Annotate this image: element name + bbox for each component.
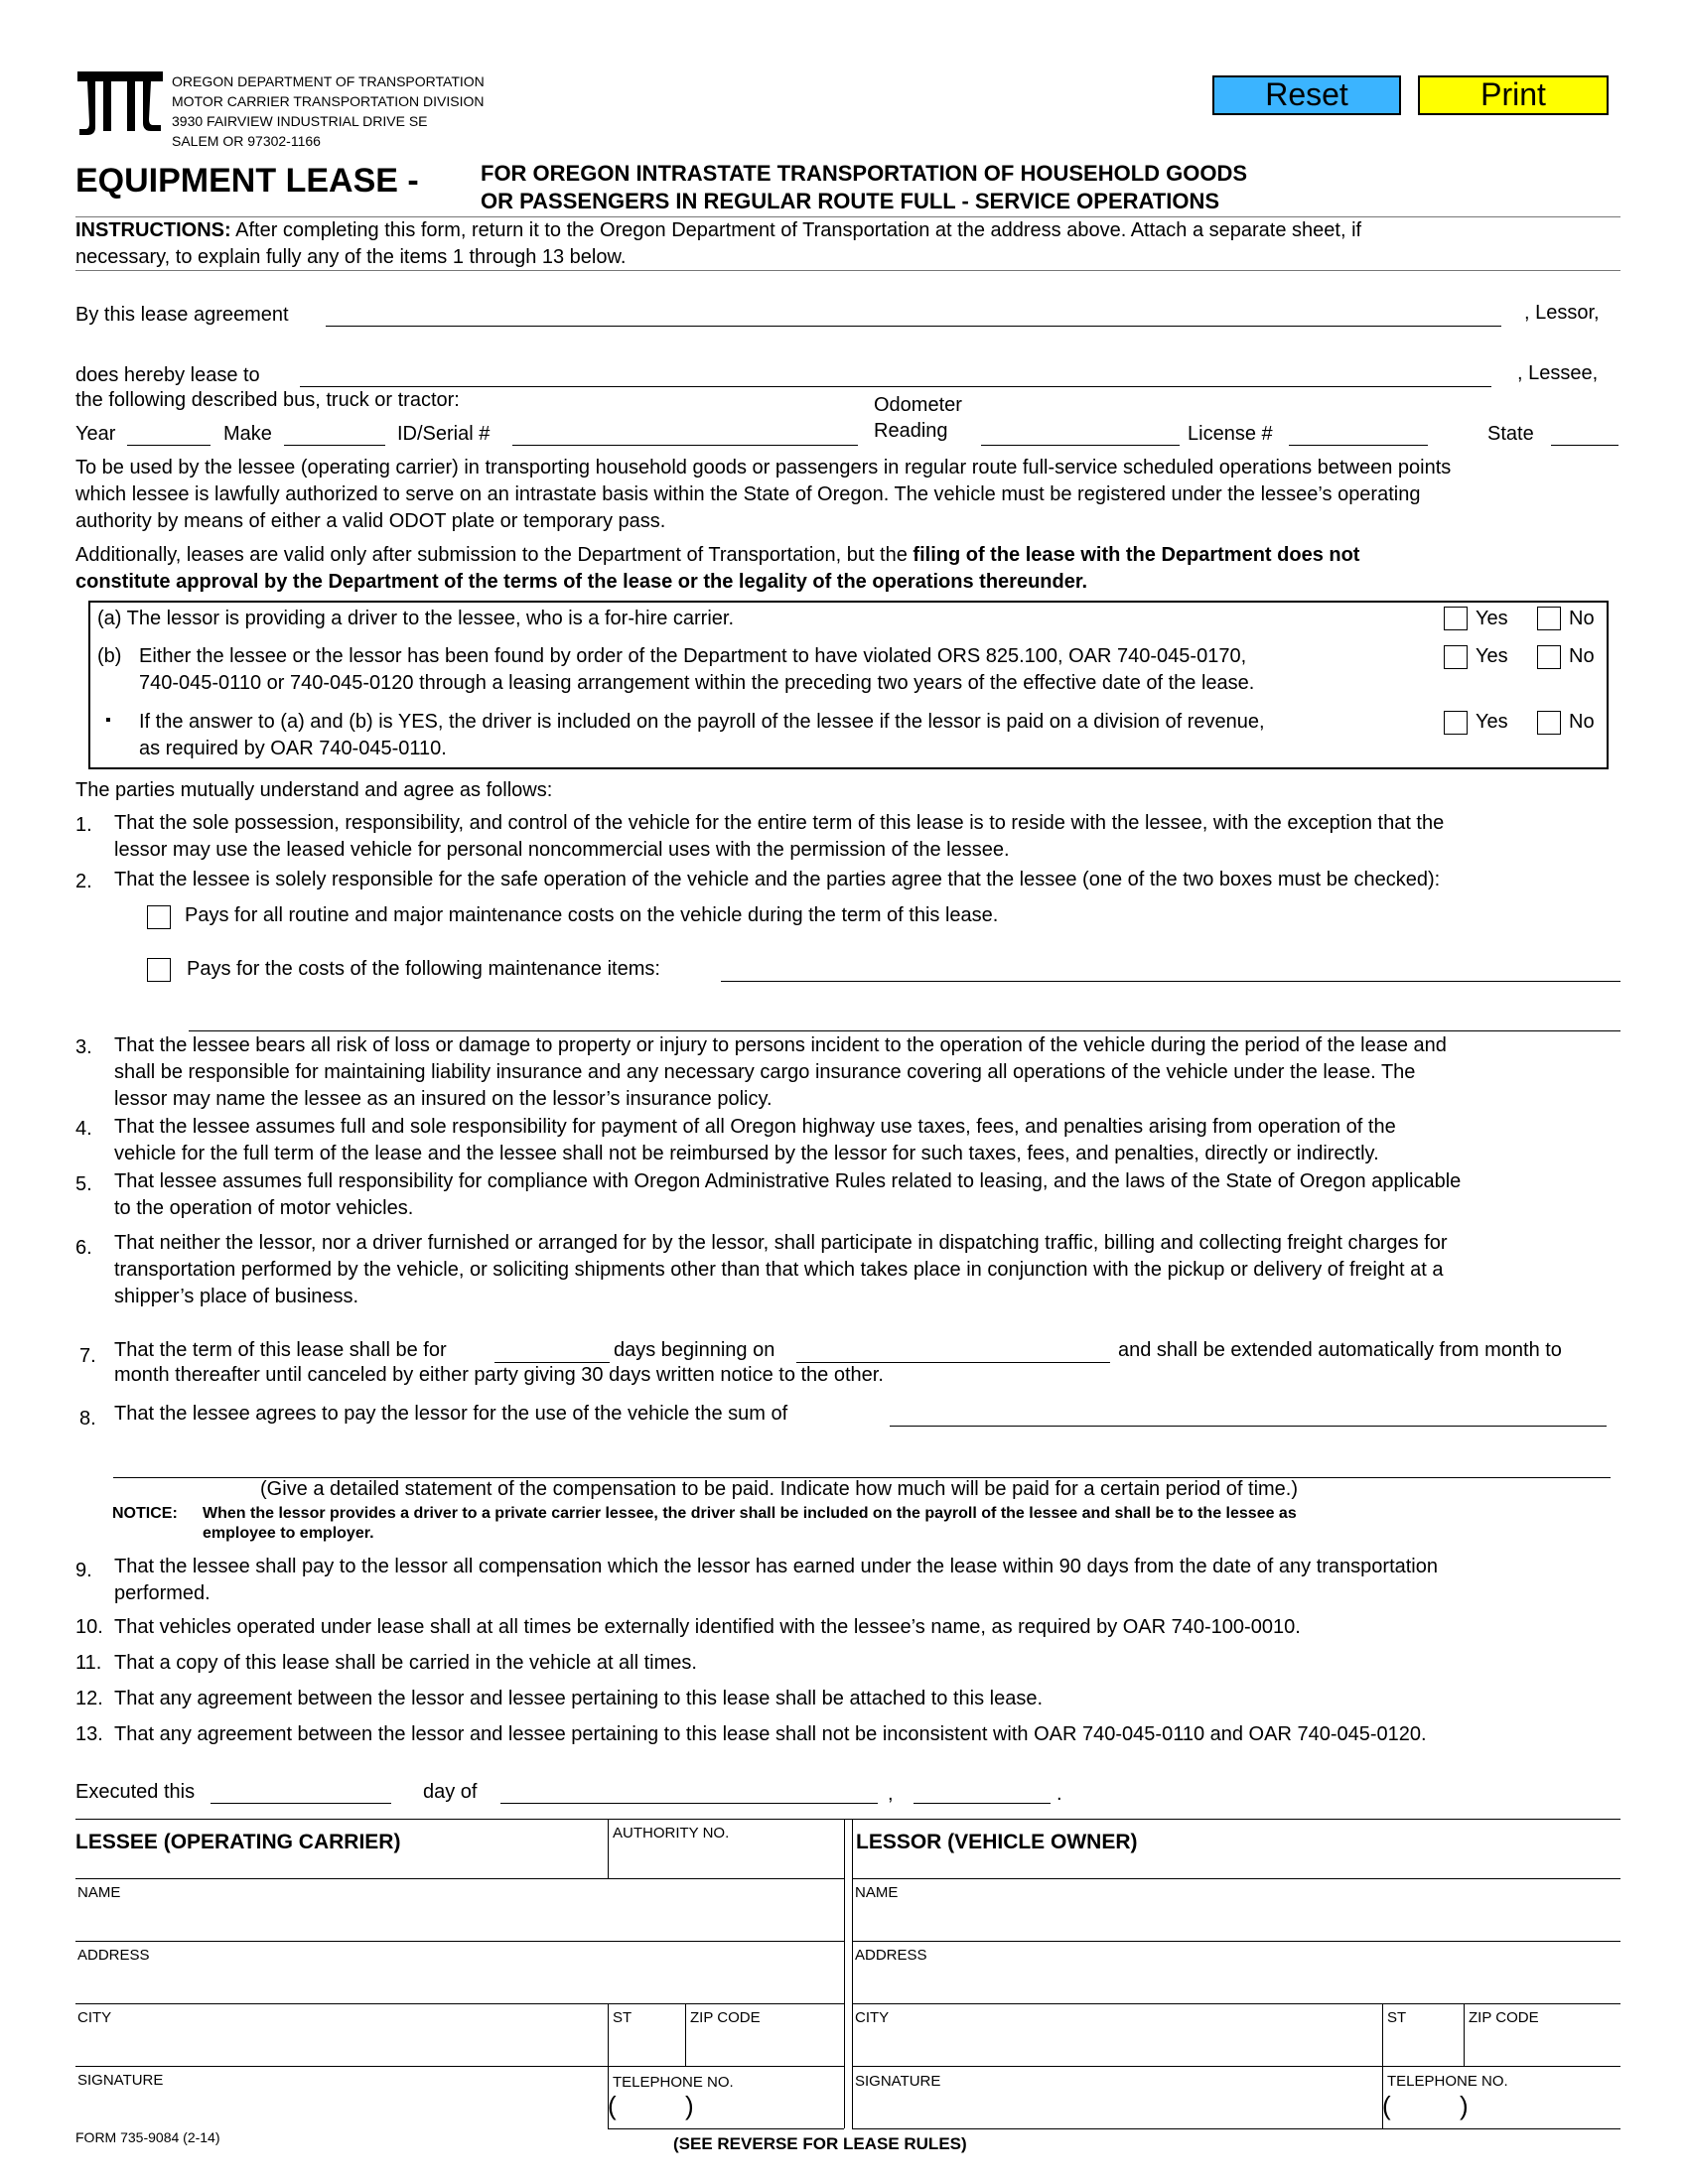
by-this-lease-label: By this lease agreement: [75, 304, 289, 326]
item-4-line-2: vehicle for the full term of the lease and the lessee shall not be reimbursed by the lessor for such taxes, fees, and penalties, directly or indirectly.: [114, 1143, 1379, 1164]
lessee-address-label: ADDRESS: [77, 1947, 150, 1964]
lessee-name-line: [300, 386, 1491, 387]
signature-block-divider: [852, 1819, 853, 2128]
authority-label: AUTHORITY NO.: [613, 1825, 730, 1842]
use-line-2: which lessee is lawfully authorized to serve on an intrastate basis within the State of Oregon. The vehicle must be registered under the lessee’s operating: [75, 483, 1421, 505]
item-number: 4.: [75, 1118, 92, 1140]
item-number: 3.: [75, 1036, 92, 1058]
lessee-st-label: ST: [613, 2009, 633, 2026]
lessee-paren-open: (: [608, 2091, 617, 2120]
lessee-city-label: CITY: [77, 2009, 112, 2026]
lessor-zip-field[interactable]: [1470, 2031, 1618, 2063]
compensation-note: (Give a detailed statement of the compensation to be paid. Indicate how much will be paid for a certain period of time.): [260, 1478, 1299, 1500]
lessee-st-field[interactable]: [614, 2031, 685, 2063]
maintenance-items-line-2: [189, 1030, 1620, 1031]
odometer-line: [981, 445, 1180, 446]
signature-block-bottom: [852, 2128, 1620, 2129]
year-label: Year: [75, 423, 116, 445]
item-number: 12.: [75, 1688, 103, 1709]
lessee-signature-label: SIGNATURE: [77, 2072, 164, 2089]
id-serial-label: ID/Serial #: [397, 423, 491, 445]
no-label: No: [1569, 645, 1595, 667]
lessee-suffix-label: , Lessee,: [1517, 362, 1599, 384]
print-button[interactable]: Print: [1418, 75, 1609, 115]
lessor-city-label: CITY: [855, 2009, 890, 2026]
item-5-line-2: to the operation of motor vehicles.: [114, 1197, 414, 1219]
no-label: No: [1569, 711, 1595, 733]
lessor-name-line: [326, 326, 1501, 327]
see-reverse-note: (SEE REVERSE FOR LEASE RULES): [673, 2134, 967, 2153]
no-label: No: [1569, 608, 1595, 629]
maintenance-all-checkbox[interactable]: [147, 905, 171, 929]
yes-label: Yes: [1476, 608, 1508, 629]
state-line: [1551, 445, 1618, 446]
item-2: That the lessee is solely responsible for the safe operation of the vehicle and the parties agree that the lessee (one of the two boxes must be checked):: [114, 869, 1441, 890]
title-subtitle-2: OR PASSENGERS IN REGULAR ROUTE FULL - SERVICE OPERATIONS: [481, 189, 1220, 213]
valid-paragraph: [75, 542, 1634, 596]
executed-comma: ,: [888, 1783, 894, 1805]
question-b-no-checkbox[interactable]: [1537, 645, 1561, 669]
row-line: [852, 2003, 1620, 2004]
valid-bold-1: filing of the lease with the Department does not: [913, 544, 1360, 566]
lessor-city-field[interactable]: [856, 2031, 1376, 2063]
divider: [75, 270, 1620, 271]
lessor-paren-close: ): [1460, 2091, 1469, 2120]
item-13: That any agreement between the lessor and lessee pertaining to this lease shall not be inconsistent with OAR 740-045-0110 and OAR 740-045-0120.: [114, 1723, 1427, 1745]
lessee-zip-field[interactable]: [691, 2031, 842, 2063]
notice-line-2: employee to employer.: [203, 1525, 374, 1542]
question-b-line-2: 740-045-0110 or 740-045-0120 through a leasing arrangement within the preceding two years of the effective date of the lease.: [139, 672, 1255, 694]
lessee-zip-label: ZIP CODE: [690, 2009, 761, 2026]
lessor-name-label: NAME: [855, 1884, 899, 1901]
day-of-label: day of: [423, 1781, 478, 1803]
question-c-yes-checkbox[interactable]: [1444, 711, 1468, 735]
state-field[interactable]: [1553, 417, 1620, 445]
item-7-part-3: and shall be extended automatically from month to: [1118, 1339, 1562, 1361]
agency-line3: 3930 FAIRVIEW INDUSTRIAL DRIVE SE: [172, 113, 428, 129]
question-c-bullet: ▪: [105, 712, 111, 729]
notice-label: NOTICE:: [112, 1505, 178, 1522]
title-subtitle-1: FOR OREGON INTRASTATE TRANSPORTATION OF HOUSEHOLD GOODS: [481, 161, 1248, 186]
item-number: 9.: [75, 1560, 92, 1581]
signature-block-top: [75, 1819, 1620, 1820]
lessee-telephone-field[interactable]: [705, 2093, 842, 2122]
lessor-telephone-field[interactable]: [1479, 2093, 1618, 2122]
item-6: [114, 1230, 1633, 1310]
lessee-name-label: NAME: [77, 1884, 121, 1901]
lessor-sig-name-field[interactable]: [856, 1906, 1618, 1938]
state-label: State: [1487, 423, 1534, 445]
agree-intro: The parties mutually understand and agree as follows:: [75, 779, 553, 801]
executed-day-line: [211, 1803, 391, 1804]
make-label: Make: [223, 423, 272, 445]
item-number: 6.: [75, 1237, 92, 1259]
item-number: 1.: [75, 814, 92, 836]
agency-line2: MOTOR CARRIER TRANSPORTATION DIVISION: [172, 93, 485, 109]
lessor-paren-open: (: [1382, 2091, 1391, 2120]
lessor-suffix-label: , Lessor,: [1524, 302, 1600, 324]
question-c-line-2: as required by OAR 740-045-0110.: [139, 738, 447, 759]
valid-bold-2: constitute approval by the Department of the terms of the lease or the legality of the operations thereunder.: [75, 571, 1088, 593]
lessor-address-field[interactable]: [856, 1969, 1618, 2000]
license-field[interactable]: [1291, 417, 1430, 445]
lessee-city-field[interactable]: [79, 2031, 600, 2063]
use-line-3: authority by means of either a valid ODOT plate or temporary pass.: [75, 510, 666, 532]
item-10: That vehicles operated under lease shall at all times be externally identified with the lessee’s name, as required by OAR 740-100-0010.: [114, 1616, 1301, 1638]
id-serial-field[interactable]: [514, 417, 860, 445]
row-line: [75, 1941, 844, 1942]
year-line: [127, 445, 211, 446]
form-number: FORM 735-9084 (2-14): [75, 2129, 220, 2145]
question-b-label: (b): [97, 645, 122, 667]
executed-year-line: [914, 1803, 1051, 1804]
use-paragraph: [75, 455, 1634, 535]
item-3: [114, 1032, 1633, 1113]
odometer-label-2: Reading: [874, 420, 948, 442]
lessor-name-field[interactable]: [328, 298, 1503, 326]
signature-block-divider: [844, 1819, 845, 2128]
valid-text: Additionally, leases are valid only after submission to the Department of Transportation, but the: [75, 544, 914, 566]
item-number: 7.: [79, 1345, 96, 1367]
does-hereby-label: does hereby lease to: [75, 364, 260, 386]
compensation-field[interactable]: [892, 1398, 1609, 1426]
item-5-line-1: That lessee assumes full responsibility for compliance with Oregon Administrative Rules related to leasing, and the laws of the State of Oregon applicable: [114, 1170, 1462, 1192]
odot-logo-icon: [75, 69, 165, 139]
question-c-no-checkbox[interactable]: [1537, 711, 1561, 735]
odometer-label-1: Odometer: [874, 394, 962, 416]
license-line: [1289, 445, 1428, 446]
maintenance-all-label: Pays for all routine and major maintenance costs on the vehicle during the term of this lease.: [185, 904, 999, 926]
instructions: [75, 217, 1624, 271]
item-1-line-1: That the sole possession, responsibility, and control of the vehicle for the entire term of this lease is to reside with the lessee, with the exception that the: [114, 812, 1445, 834]
make-field[interactable]: [286, 417, 387, 445]
question-a-no-checkbox[interactable]: [1537, 607, 1561, 630]
item-4: [114, 1114, 1633, 1167]
zip-divider: [1464, 2003, 1465, 2066]
yes-label: Yes: [1476, 645, 1508, 667]
row-line: [852, 2066, 1620, 2067]
compensation-line: [890, 1426, 1607, 1427]
instructions-text-2: necessary, to explain fully any of the items 1 through 13 below.: [75, 246, 627, 268]
lessor-address-label: ADDRESS: [855, 1947, 927, 1964]
lessor-st-field[interactable]: [1388, 2031, 1464, 2063]
item-9: [114, 1554, 1633, 1607]
reset-button[interactable]: Reset: [1212, 75, 1401, 115]
question-c-line-1: If the answer to (a) and (b) is YES, the driver is included on the payroll of the lessee if the lessor is paid on a division of revenue,: [139, 711, 1265, 733]
question-b-yes-checkbox[interactable]: [1444, 645, 1468, 669]
item-number: 2.: [75, 871, 92, 892]
instructions-label: INSTRUCTIONS:: [75, 219, 231, 241]
executed-month-line: [500, 1803, 878, 1804]
authority-number-field[interactable]: [616, 1846, 842, 1876]
lessee-address-field[interactable]: [79, 1969, 842, 2000]
item-number: 13.: [75, 1723, 103, 1745]
executed-period: .: [1056, 1783, 1062, 1805]
row-line: [852, 1878, 1620, 1879]
lessor-telephone-label: TELEPHONE NO.: [1387, 2073, 1508, 2090]
row-line: [852, 1941, 1620, 1942]
item-1: [114, 810, 1633, 864]
lease-begin-date-field[interactable]: [798, 1334, 1112, 1362]
lessor-zip-label: ZIP CODE: [1469, 2009, 1539, 2026]
item-3-line-2: shall be responsible for maintaining liability insurance and any necessary cargo insurance covering all operations of the vehicle under the lease. The: [114, 1061, 1416, 1083]
id-serial-line: [512, 445, 858, 446]
instructions-text-1: After completing this form, return it to the Oregon Department of Transportation at the address above. Attach a separate sheet, if: [230, 219, 1362, 241]
yes-label: Yes: [1476, 711, 1508, 733]
agency-line1: OREGON DEPARTMENT OF TRANSPORTATION: [172, 73, 485, 89]
item-9-line-2: performed.: [114, 1582, 211, 1604]
lessor-title: LESSOR (VEHICLE OWNER): [856, 1831, 1138, 1853]
authority-divider: [608, 1819, 609, 1878]
executed-this-label: Executed this: [75, 1781, 196, 1803]
maintenance-items-label: Pays for the costs of the following maintenance items:: [187, 958, 660, 980]
executed-month-field[interactable]: [502, 1775, 880, 1803]
item-number: 5.: [75, 1173, 92, 1195]
item-number: 11.: [75, 1652, 102, 1674]
question-a-yes-checkbox[interactable]: [1444, 607, 1468, 630]
odot-logo: [75, 69, 165, 139]
item-5: [114, 1168, 1643, 1222]
item-3-line-3: lessor may name the lessee as an insured on the lessor’s insurance policy.: [114, 1088, 773, 1110]
item-6-line-2: transportation performed by the vehicle, or soliciting shipments other than that which takes place in conjunction with the pickup or delivery of freight at a: [114, 1259, 1444, 1281]
agency-address: [172, 71, 485, 151]
question-b-line-1: Either the lessee or the lessor has been found by order of the Department to have violated ORS 825.100, OAR 740-045-0170,: [139, 645, 1247, 667]
lessee-telephone-label: TELEPHONE NO.: [613, 2074, 734, 2091]
maintenance-items-line: [721, 981, 1620, 982]
lessee-title: LESSEE (OPERATING CARRIER): [75, 1831, 401, 1853]
year-field[interactable]: [129, 417, 212, 445]
item-number: 8.: [79, 1408, 96, 1430]
row-line: [75, 1878, 844, 1879]
item-7-part-1: That the term of this lease shall be for: [114, 1339, 447, 1361]
row-line: [75, 2066, 844, 2067]
item-7-line-2: month thereafter until canceled by either party giving 30 days written notice to the other.: [114, 1364, 884, 1386]
item-9-line-1: That the lessee shall pay to the lessor all compensation which the lessor has earned under the lease within 90 days from the date of any transportation: [114, 1556, 1438, 1577]
executed-year-field[interactable]: [915, 1775, 1053, 1803]
question-a: (a) The lessor is providing a driver to the lessee, who is a for-hire carrier.: [97, 608, 735, 629]
compensation-field-2[interactable]: [115, 1449, 1613, 1477]
notice-line-1: When the lessor provides a driver to a private carrier lessee, the driver shall be included on the payroll of the lessee and shall be to the lessee as: [203, 1505, 1297, 1522]
maintenance-items-checkbox[interactable]: [147, 958, 171, 982]
item-1-line-2: lessor may use the leased vehicle for personal noncommercial uses with the permission of the lessee.: [114, 839, 1010, 861]
lease-term-days-field[interactable]: [496, 1334, 612, 1362]
row-line: [75, 2003, 844, 2004]
license-label: License #: [1188, 423, 1273, 445]
item-7-part-2: days beginning on: [614, 1339, 775, 1361]
agency-line4: SALEM OR 97302-1166: [172, 133, 321, 149]
lessor-st-label: ST: [1387, 2009, 1407, 2026]
described-vehicle-label: the following described bus, truck or tractor:: [75, 389, 460, 411]
item-4-line-1: That the lessee assumes full and sole responsibility for payment of all Oregon highway use taxes, fees, and penalties arising from operation of the: [114, 1116, 1396, 1138]
item-6-line-3: shipper’s place of business.: [114, 1286, 359, 1307]
lessee-name-field[interactable]: [302, 358, 1493, 386]
item-11: That a copy of this lease shall be carried in the vehicle at all times.: [114, 1652, 697, 1674]
item-8: That the lessee agrees to pay the lessor for the use of the vehicle the sum of: [114, 1403, 788, 1425]
zip-divider: [685, 2003, 686, 2066]
executed-day-field[interactable]: [212, 1775, 393, 1803]
page-title: EQUIPMENT LEASE -: [75, 162, 419, 200]
row-line: [608, 2128, 844, 2129]
lessee-paren-close: ): [685, 2091, 694, 2120]
item-3-line-1: That the lessee bears all risk of loss or damage to property or injury to persons incident to the operation of the vehicle during the period of the lease and: [114, 1034, 1447, 1056]
item-12: That any agreement between the lessor and lessee pertaining to this lease shall be attached to this lease.: [114, 1688, 1044, 1709]
make-line: [284, 445, 385, 446]
use-line-1: To be used by the lessee (operating carrier) in transporting household goods or passengers in regular route full-service scheduled operations between points: [75, 457, 1452, 478]
maintenance-items-field-2[interactable]: [191, 1003, 1622, 1030]
lessee-sig-name-field[interactable]: [79, 1906, 842, 1938]
lessor-signature-label: SIGNATURE: [855, 2073, 941, 2090]
item-6-line-1: That neither the lessor, nor a driver furnished or arranged for by the lessor, shall participate in dispatching traffic, billing and collecting freight charges for: [114, 1232, 1448, 1254]
maintenance-items-field[interactable]: [723, 954, 1622, 982]
item-number: 10.: [75, 1616, 103, 1638]
odometer-field[interactable]: [983, 417, 1182, 445]
